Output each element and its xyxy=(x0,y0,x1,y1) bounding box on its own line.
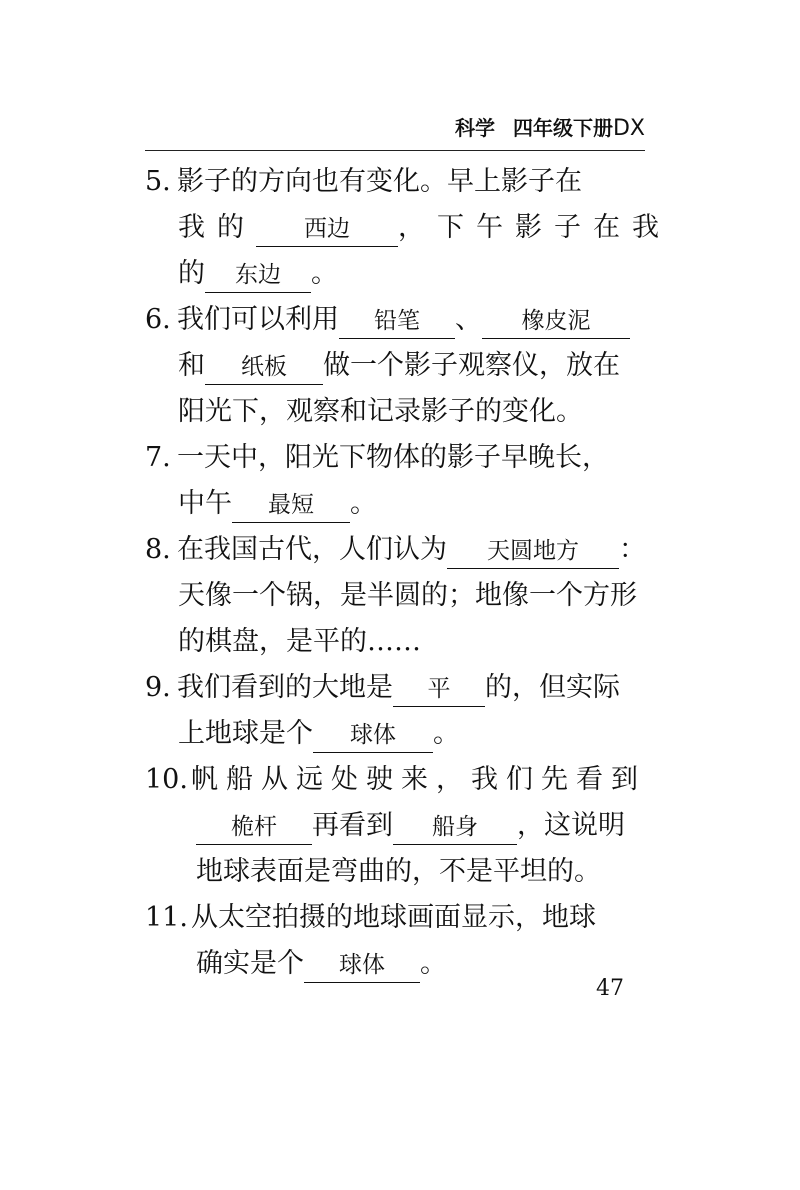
q6-answer-1: 铅笔 xyxy=(339,304,455,339)
q11-number: 11. xyxy=(145,902,188,933)
q8-number: 8. xyxy=(145,534,171,565)
q11-answer-1: 球体 xyxy=(304,948,420,983)
q9-answer-2: 球体 xyxy=(313,718,433,753)
q10-line2: 桅杆 再看到 船身 ，这说明 xyxy=(196,804,625,848)
q8-line1: 8. 在我国古代，人们认为 天圆地方 ： xyxy=(145,528,646,572)
q6-answer-2: 橡皮泥 xyxy=(482,304,630,339)
q7-number: 7. xyxy=(145,442,171,473)
q7-line2: 中午 最短 。 xyxy=(178,482,377,526)
page-number: 47 xyxy=(596,976,624,1001)
q5-answer-2: 东边 xyxy=(205,258,311,293)
q6-line3: 阳光下，观察和记录影子的变化。 xyxy=(178,396,583,427)
q6-answer-3: 纸板 xyxy=(205,350,323,385)
q7-answer-1: 最短 xyxy=(232,488,350,523)
q7-line1: 7. 一天中，阳光下物体的影子早晚长， xyxy=(145,436,609,480)
q6-line1: 6. 我们可以利用 铅笔 、 橡皮泥 xyxy=(145,298,630,342)
q9-line1: 9. 我们看到的大地是 平 的，但实际 xyxy=(145,666,620,710)
header-rule xyxy=(145,150,645,151)
q5-number: 5. xyxy=(145,166,171,197)
q10-line3: 地球表面是弯曲的，不是平坦的。 xyxy=(196,856,601,887)
q5-line2: 我的 西边 ，下午影子在我 xyxy=(178,206,671,250)
q8-answer-1: 天圆地方 xyxy=(447,534,619,569)
q11-line1: 11. 从太空拍摄的地球画面显示，地球 xyxy=(145,896,596,940)
q5-line1: 5. 影子的方向也有变化。早上影子在 xyxy=(145,160,582,204)
q10-line1: 10. 帆船从远处驶来，我们先看到 xyxy=(145,758,646,802)
q6-line2: 和 纸板 做一个影子观察仪，放在 xyxy=(178,344,620,388)
q8-line3: 的棋盘，是平的…… xyxy=(178,626,421,657)
header-code: DX xyxy=(612,116,645,141)
q9-answer-1: 平 xyxy=(393,672,485,707)
q6-number: 6. xyxy=(145,304,171,335)
q5-answer-1: 西边 xyxy=(256,212,398,247)
q5-line3: 的 东边 。 xyxy=(178,252,338,296)
q10-answer-2: 船身 xyxy=(393,810,517,845)
q8-line2: 天像一个锅，是半圆的；地像一个方形 xyxy=(178,580,637,611)
q10-number: 10. xyxy=(145,764,188,795)
q9-number: 9. xyxy=(145,672,171,703)
q9-line2: 上地球是个 球体 。 xyxy=(178,712,460,756)
header-grade: 四年级下册 xyxy=(512,116,613,140)
q11-line2: 确实是个 球体 。 xyxy=(196,942,447,986)
header-subject: 科学 xyxy=(454,116,495,140)
q10-answer-1: 桅杆 xyxy=(196,810,312,845)
page-header xyxy=(145,112,645,146)
